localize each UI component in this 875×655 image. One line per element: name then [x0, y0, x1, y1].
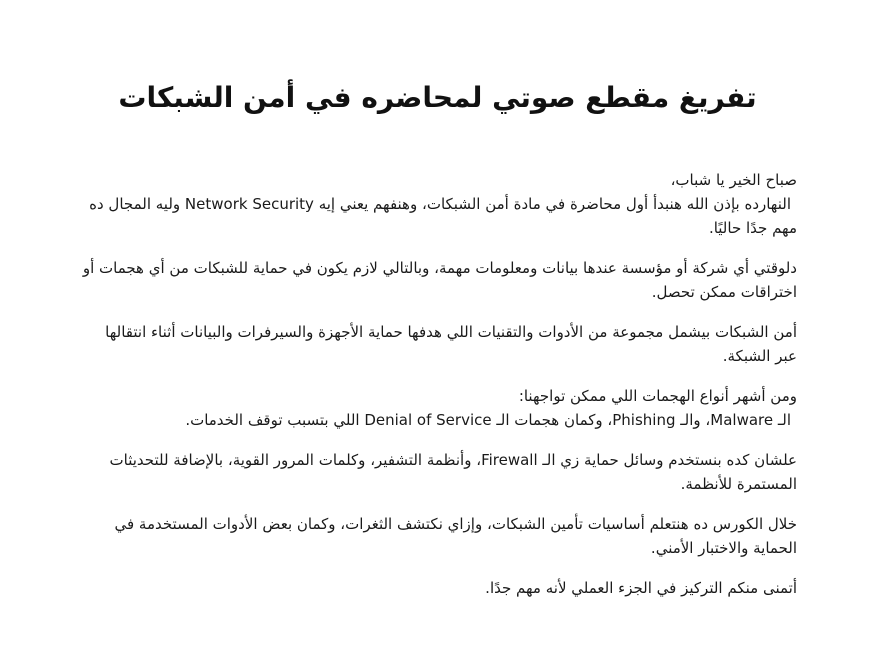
paragraph-course — [78, 512, 797, 560]
paragraph-line: دلوقتي أي شركة أو مؤسسة عندها بيانات ومعلومات مهمة، وبالتالي لازم يكون في حماية للشبكات من أي هجمات أو — [82, 259, 797, 277]
paragraph-line: عبر الشبكة. — [722, 347, 797, 365]
paragraph-attacks — [78, 384, 797, 432]
paragraph-line: أتمنى منكم التركيز في الجزء العملي لأنه مهم جدًا. — [485, 579, 797, 597]
paragraph-line: ومن أشهر أنواع الهجمات اللي ممكن تواجهنا: — [518, 387, 797, 405]
paragraph-line: صباح الخير يا شباب، — [670, 171, 797, 189]
document-title: تفريغ مقطع صوتي لمحاضره في أمن الشبكات — [118, 81, 757, 114]
paragraph-line: علشان كده بنستخدم وسائل حماية زي الـ Firewall، وأنظمة التشفير، وكلمات المرور القوية، بالإضافة للتحديثات — [109, 451, 797, 469]
paragraph-definition — [78, 320, 797, 368]
paragraph-line: خلال الكورس ده هنتعلم أساسيات تأمين الشبكات، وإزاي نكتشف الثغرات، وكمان بعض الأدوات المستخدمة في — [114, 515, 797, 533]
paragraph-importance — [78, 256, 797, 304]
paragraph-line: أمن الشبكات بيشمل مجموعة من الأدوات والتقنيات اللي هدفها حماية الأجهزة والسيرفرات والبيانات أثناء انتقالها — [105, 323, 797, 341]
paragraph-line: المستمرة للأنظمة. — [680, 475, 797, 493]
paragraph-line: مهم جدًا حاليًا. — [708, 219, 797, 237]
paragraph-greeting — [78, 168, 797, 240]
paragraph-line: اختراقات ممكن تحصل. — [651, 283, 797, 301]
paragraph-line: الـ Malware، والـ Phishing، وكمان هجمات الـ Denial of Service اللي بتسبب توقف الخدمات. — [185, 411, 791, 429]
paragraph-protection — [78, 448, 797, 496]
paragraph-line: الحماية والاختبار الأمني. — [650, 539, 797, 557]
paragraph-closing — [78, 576, 797, 600]
transcript-body — [78, 168, 797, 600]
paragraph-line: النهارده بإذن الله هنبدأ أول محاضرة في مادة أمن الشبكات، وهنفهم يعني إيه Network Security وليه المجال ده — [89, 195, 791, 213]
